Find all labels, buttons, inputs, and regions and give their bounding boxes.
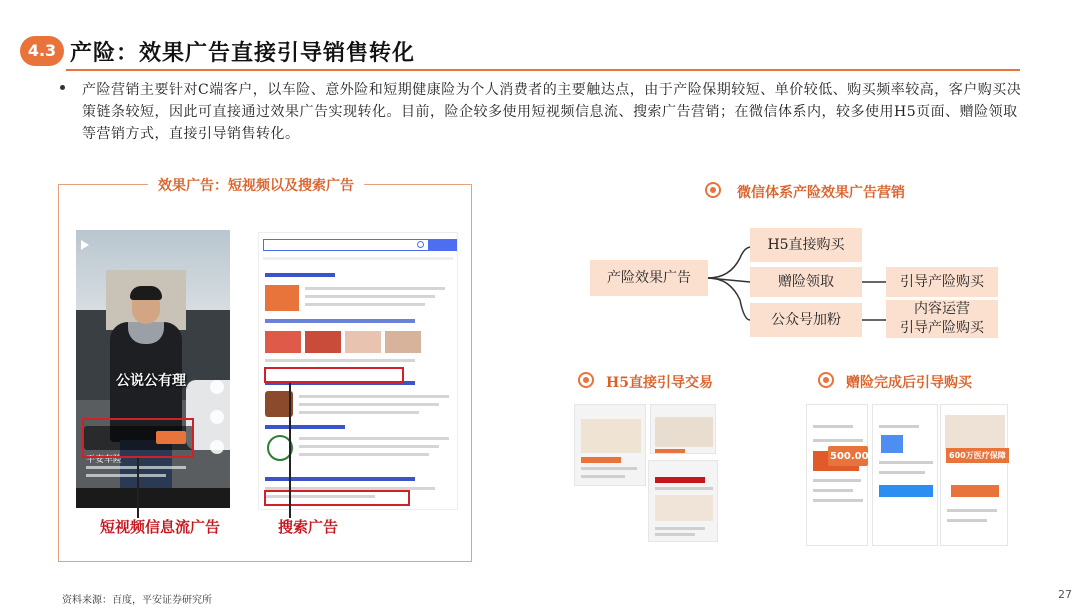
video-comment-bar: [76, 488, 230, 508]
promo-text: 600万医疗保障: [946, 448, 1009, 463]
target-icon: [578, 372, 594, 388]
search-ad-highlight-2: [264, 490, 410, 506]
title-divider: [66, 69, 1020, 71]
bullet-icon: [60, 85, 65, 90]
h5-screenshot-1: [574, 404, 646, 486]
target-icon: [705, 182, 721, 198]
h5-screenshot-3: [648, 460, 718, 542]
video-ad-highlight: [82, 418, 194, 458]
video-overlay-text: 公说公有理: [116, 373, 186, 389]
section-number-badge: 4.3: [20, 36, 64, 66]
search-callout-line: [289, 383, 291, 518]
pingan-logo: [265, 285, 299, 311]
body-paragraph: 产险营销主要针对C端客户，以车险、意外险和短期健康险为个人消费者的主要触达点，由于产险保期较短、单价较低、购买频率较高，客户购买决策链条较短，因此可直接通过效果广告实现转化。目前，险企较多使用短视频信息流、搜索广告营销；在微信体系内，较多使用H5页面、赠险领取等营销方式，直接引导销售转化。: [82, 82, 1022, 142]
node-gift: 赠险领取: [750, 267, 862, 297]
wechat-heading: 微信体系产险效果广告营销: [737, 185, 905, 201]
video-ad-name: 平安车险: [86, 455, 123, 465]
caption-search-ad: 搜索广告: [278, 518, 339, 536]
caption-video-ad: 短视频信息流广告: [100, 518, 221, 536]
amount-value: 500.00: [830, 451, 869, 462]
search-input: [263, 239, 429, 251]
node-root: 产险效果广告: [590, 260, 708, 296]
search-icon: [417, 241, 424, 248]
play-icon: [81, 240, 89, 250]
gift-screenshot-1: [806, 404, 868, 546]
comment-icon: [210, 410, 224, 424]
node-h5: H5直接购买: [750, 228, 862, 262]
video-callout-line: [137, 458, 139, 518]
gift-screenshot-3: [940, 404, 1008, 546]
h5-heading: H5直接引导交易: [606, 375, 713, 391]
share-icon: [210, 440, 224, 454]
h5-screenshot-2: [650, 404, 716, 454]
node-guide-1: 引导产险购买: [886, 267, 998, 297]
flow-connectors: [700, 220, 900, 350]
search-button: [429, 239, 457, 251]
search-ad-highlight-1: [264, 367, 404, 383]
page-title: 产险：效果广告直接引导销售转化: [70, 40, 416, 66]
target-icon: [818, 372, 834, 388]
node-guide-2: 内容运营 引导产险购买: [886, 300, 998, 338]
like-icon: [210, 380, 224, 394]
source-note: 资料来源：百度，平安证券研究所: [62, 595, 212, 606]
left-figure-title: 效果广告：短视频以及搜索广告: [148, 175, 364, 195]
gift-heading: 赠险完成后引导购买: [846, 375, 972, 391]
short-video-ad-screenshot: [76, 230, 230, 508]
node-follow: 公众号加粉: [750, 303, 862, 337]
page-number: 27: [1058, 588, 1072, 601]
gift-screenshot-2: [872, 404, 938, 546]
